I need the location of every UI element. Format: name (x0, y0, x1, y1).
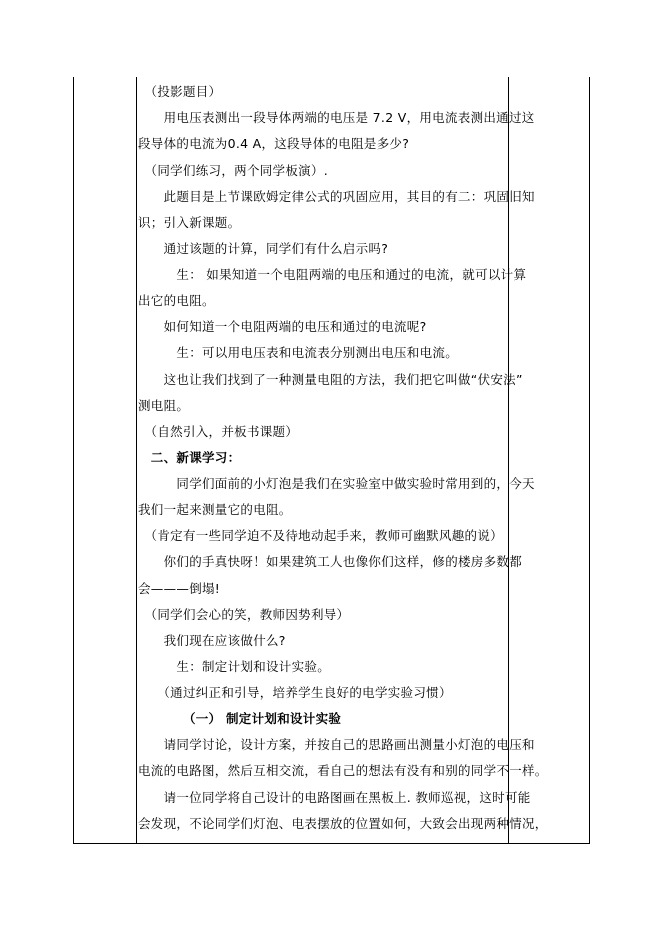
text-line: 请一位同学将自己设计的电路图画在黑板上. 教师巡视，这时可能 (138, 790, 531, 805)
text-line: 如何知道一个电阻两端的电压和通过的电流呢? (138, 319, 427, 334)
section-heading: 二、新课学习： (138, 450, 241, 465)
text-line: （通过纠正和引导，培养学生良好的电学实验习惯） (138, 685, 452, 700)
text-line: 请同学讨论，设计方案，并按自己的思路画出测量小灯泡的电压和 (138, 737, 535, 752)
table-border-bottom (73, 843, 590, 844)
text-line: 会发现，不论同学们灯泡、电表摆放的位置如何，大致会出现两种情况， (138, 816, 548, 831)
text-line: 这也让我们找到了一种测量电阻的方法，我们把它叫做“伏安法” (138, 372, 523, 387)
table-column-divider (136, 77, 137, 844)
table-border-right (589, 77, 590, 844)
text-line: （肯定有一些同学迫不及待地动起手来，教师可幽默风趣的说） (138, 528, 503, 543)
text-line: 生： 如果知道一个电阻两端的电压和通过的电流，就可以计算 (138, 267, 527, 282)
text-line: （同学们会心的笑，教师因势利导） (138, 607, 350, 622)
text-line: （同学们练习，两个同学板演）. (138, 163, 329, 178)
text-line: （自然引入，并板书课题） (138, 424, 299, 439)
text-line: 电流的电路图，然后互相交流，看自己的想法有没有和别的同学不一样。 (138, 763, 548, 778)
text-line: 生：制定计划和设计实验。 (138, 659, 331, 674)
text-line: （投影题目） (138, 84, 222, 99)
table-border-left (73, 77, 74, 844)
text-line: 我们现在应该做什么? (138, 633, 286, 648)
subsection-heading: （一） 制定计划和设计实验 (138, 711, 342, 726)
text-line: 同学们面前的小灯泡是我们在实验室中做实验时常用到的，今天 (138, 476, 535, 491)
text-line: 用电压表测出一段导体两端的电压是 7.2 V，用电流表测出通过这 (138, 110, 535, 125)
text-line: 会———倒塌! (138, 581, 221, 596)
text-line: 测电阻。 (138, 398, 190, 413)
text-line: 段导体的电流为0.4 A，这段导体的电阻是多少? (138, 136, 410, 151)
text-line: 通过该题的计算，同学们有什么启示吗? (138, 241, 389, 256)
text-line: 我们一起来测量它的电阻。 (138, 502, 292, 517)
text-line: 此题目是上节课欧姆定律公式的巩固应用，其目的有二：巩固旧知 (138, 189, 535, 204)
text-line: 生：可以用电压表和电流表分别测出电压和电流。 (138, 345, 459, 360)
text-line: 你们的手真快呀！如果建筑工人也像你们这样，修的楼房多数都 (138, 554, 523, 569)
text-line: 识；引入新课题。 (138, 215, 241, 230)
text-line: 出它的电阻。 (138, 293, 215, 308)
